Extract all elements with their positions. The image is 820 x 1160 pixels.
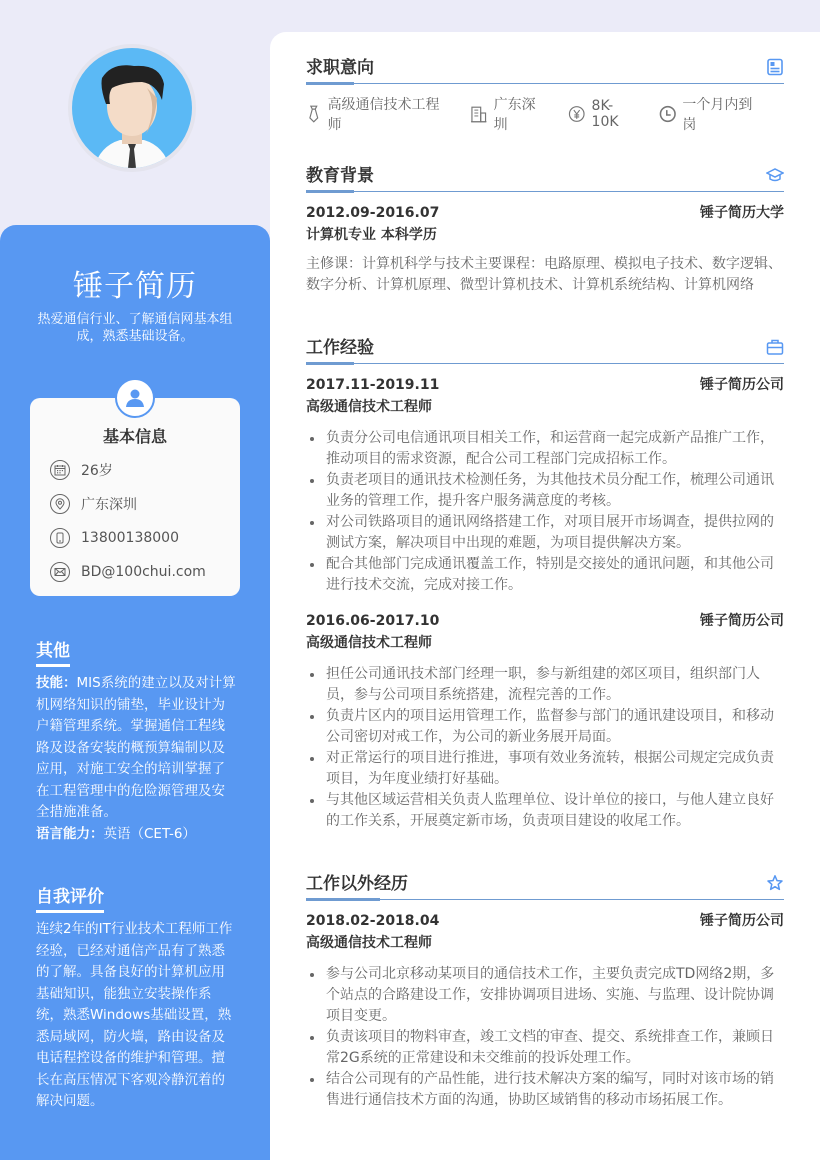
job-bullet: 负责分公司电信通讯项目相关工作，和运营商一起完成新产品推广工作，推动项目的需求资源，配合公司工程部门完成招标工作。 — [306, 428, 784, 470]
info-location — [50, 494, 137, 514]
job-bullet: 负责片区内的项目运用管理工作，监督参与部门的通讯建设项目，和移动公司密切对戒工作，为公司的新业务展开局面。 — [306, 706, 784, 748]
document-icon — [766, 58, 784, 76]
calendar-icon — [50, 460, 70, 480]
job-intent-row — [306, 94, 784, 134]
work-title: 工作经验 — [306, 338, 374, 358]
location-icon — [50, 494, 70, 514]
yen-icon — [568, 105, 585, 123]
star-icon — [766, 874, 784, 892]
job-bullet: 与其他区域运营相关负责人监理单位、设计单位的接口，与他人建立良好的工作关系，开展奠定新市场，负责项目建设的收尾工作。 — [306, 790, 784, 832]
job-company: 锤子简历公司 — [700, 613, 784, 629]
sidebar — [0, 225, 270, 1160]
section-job-intent — [306, 56, 784, 134]
job-entry — [306, 374, 784, 596]
info-age — [50, 460, 113, 480]
job-period: 2016.06-2017.10 — [306, 613, 440, 629]
language-text: 英语（CET-6） — [103, 825, 196, 842]
section-education — [306, 164, 784, 296]
age-value: 26岁 — [81, 463, 113, 479]
basic-info-title: 基本信息 — [102, 427, 167, 446]
building-icon — [470, 105, 487, 123]
intent-position: 高级通信技术工程师 — [306, 94, 450, 134]
mail-icon — [50, 562, 70, 582]
tie-icon — [306, 105, 322, 123]
user-icon — [124, 387, 146, 409]
location-value: 广东深圳 — [81, 497, 137, 513]
skills-label: 技能： — [36, 675, 77, 691]
education-courses: 主修课：计算机科学与技术主要课程：电路原理、模拟电子技术、数字逻辑、数字分析、计算机原理、微型计算机技术、计算机系统结构、计算机网络 — [306, 256, 782, 293]
email-value: BD@100chui.com — [81, 564, 206, 580]
phone-value: 13800138000 — [81, 530, 179, 546]
extra-bullet: 结合公司现有的产品性能，进行技术解决方案的编写，同时对该市场的销售进行通信技术方面的沟通，协助区域销售的移动市场拓展工作。 — [306, 1069, 784, 1111]
section-work — [306, 336, 784, 832]
education-period: 2012.09-2016.07 — [306, 205, 440, 221]
extra-bullet: 负责该项目的物料审查，竣工文档的审查、提交、系统排查工作，兼顾日常2G系统的正常建设和未交维前的投诉处理工作。 — [306, 1027, 784, 1069]
tagline: 热爱通信行业、了解通信网基本组成，熟悉基础设备。 — [37, 312, 233, 344]
job-role: 高级通信技术工程师 — [306, 635, 432, 651]
briefcase-icon — [766, 338, 784, 356]
job-bullet: 对公司铁路项目的通讯网络搭建工作，对项目展开市场调查，提供拉网的测试方案，解决项目中出现的难题，为项目提供解决方案。 — [306, 512, 784, 554]
job-bullet: 对正常运行的项目进行推进，事项有效业务流转，根据公司规定完成负责项目，为年度业绩打好基础。 — [306, 748, 784, 790]
self-eval-text: 连续2年的IT行业技术工程师工作经验，已经对通信产品有了熟悉的了解。具备良好的计算机应用基础知识，能独立安装操作系统，熟悉Windows基础设置，熟悉局域网，防火墙，路由设备及电话程控设备的维护和管理。擅长在高压情况下客观冷静沉着的解决问题。 — [36, 921, 233, 1109]
intent-salary: 8K-10K — [568, 98, 639, 130]
job-period: 2017.11-2019.11 — [306, 377, 440, 393]
clock-icon — [659, 105, 677, 123]
extra-company: 锤子简历公司 — [700, 913, 784, 929]
job-bullet: 负责老项目的通讯技术检测任务，为其他技术员分配工作，梳理公司通讯业务的管理工作，提升客户服务满意度的考核。 — [306, 470, 784, 512]
job-entry — [306, 610, 784, 832]
education-school: 锤子简历大学 — [700, 205, 784, 221]
others-text — [36, 673, 236, 845]
intent-city: 广东深圳 — [470, 94, 548, 134]
main-content — [270, 32, 820, 1160]
resume-name: 锤子简历 — [73, 269, 197, 304]
education-head — [306, 202, 784, 224]
phone-icon — [50, 528, 70, 548]
skills-text: MIS系统的建立以及对计算机网络知识的铺垫，毕业设计为户籍管理系统。掌握通信工程线路及设备安装的概预算编制以及应用，对施工安全的培训掌握了在工程管理中的危险源管理及安全措施准备。 — [36, 675, 236, 820]
education-title: 教育背景 — [306, 166, 374, 186]
extra-period: 2018.02-2018.04 — [306, 913, 440, 929]
job-bullet: 担任公司通讯技术部门经理一职，参与新组建的郊区项目，组织部门人员，参与公司项目系统搭建，流程完善的工作。 — [306, 664, 784, 706]
avatar-illustration-icon — [72, 48, 192, 168]
extra-bullet: 参与公司北京移动某项目的通信技术工作，主要负责完成TD网络2期，多个站点的合路建设工作，安排协调项目进场、实施、与监理、设计院协调项目变更。 — [306, 964, 784, 1027]
others-title: 其他 — [36, 636, 70, 661]
extra-role: 高级通信技术工程师 — [306, 935, 432, 951]
basic-info-card — [30, 398, 240, 596]
self-eval-title: 自我评价 — [36, 882, 104, 907]
job-bullet: 配合其他部门完成通讯覆盖工作，特别是交接处的通讯问题，和其他公司进行技术交流，完成对接工作。 — [306, 554, 784, 596]
graduation-cap-icon — [766, 166, 784, 184]
job-role: 高级通信技术工程师 — [306, 399, 432, 415]
info-phone — [50, 528, 179, 548]
avatar — [68, 44, 196, 172]
info-email — [50, 562, 206, 582]
extra-title: 工作以外经历 — [306, 874, 408, 894]
job-company: 锤子简历公司 — [700, 377, 784, 393]
user-badge — [115, 378, 155, 418]
intent-availability: 一个月内到岗 — [659, 94, 764, 134]
section-extra — [306, 872, 784, 1111]
language-label: 语言能力： — [36, 825, 104, 842]
education-major: 计算机专业 本科学历 — [306, 227, 437, 243]
job-intent-title: 求职意向 — [306, 58, 374, 78]
